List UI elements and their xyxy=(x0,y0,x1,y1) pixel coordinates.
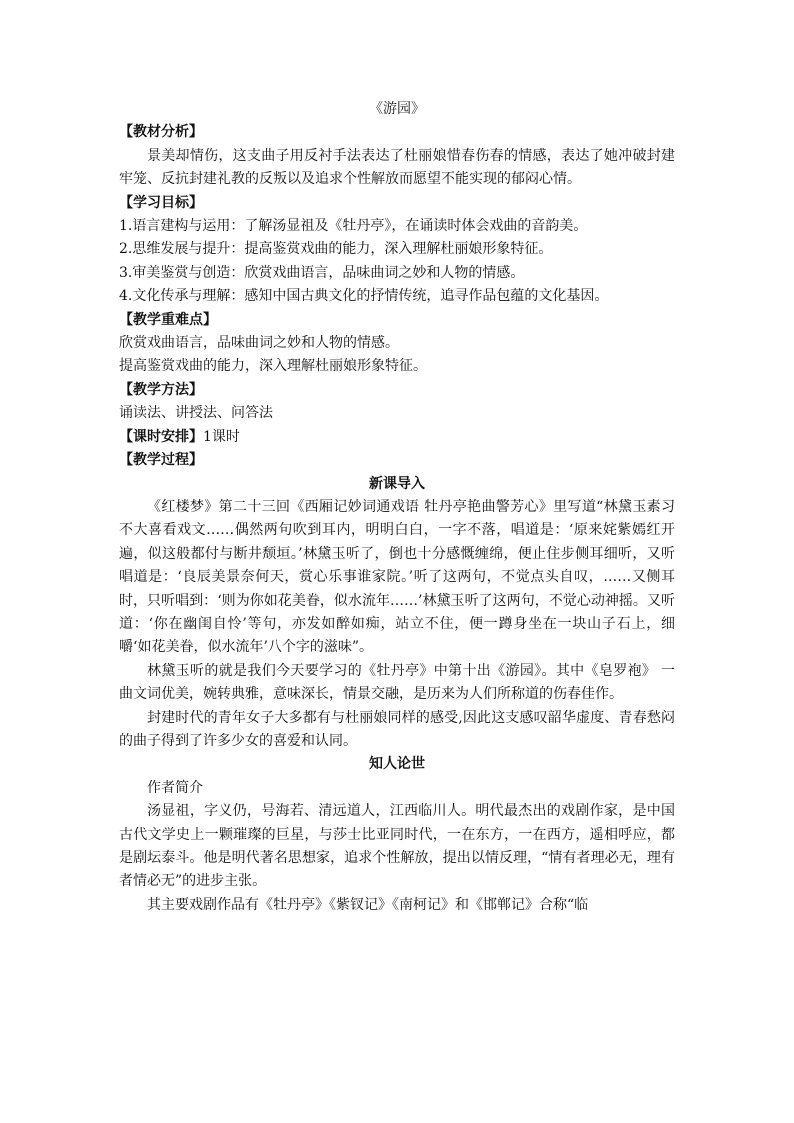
subheading-intro: 新课导入 xyxy=(369,475,425,492)
goal-item: 2.思维发展与提升：提高鉴赏戏曲的能力，深入理解杜丽娘形象特征。 xyxy=(119,241,553,258)
goal-item: 1.语言建构与运用：了解汤显祖及《牡丹亭》，在诵读时体会戏曲的音韵美。 xyxy=(119,218,588,235)
author-label: 作者简介 xyxy=(147,779,203,796)
section-heading-method: 【教学方法】 xyxy=(119,381,203,398)
section-heading-analysis: 【教材分析】 xyxy=(119,124,203,141)
intro-paragraph: 封建时代的青年女子大多都有与杜丽娘同样的感受,因此这支感叹韶华虚度、青春愁闷的曲子得到了许多少女的喜爱和认同。 xyxy=(119,709,675,749)
key-point-item: 欣赏戏曲语言，品味曲词之妙和人物的情感。 xyxy=(119,335,399,352)
subheading-author: 知人论世 xyxy=(369,756,425,773)
intro-paragraph: 林黛玉听的就是我们今天要学习的《牡丹亭》中第十出《游园》。其中《皂罗袍》 一曲文词优美，婉转典雅，意味深长，情景交融，是历来为人们所称道的伤春佳作。 xyxy=(119,662,675,703)
section-heading-schedule: 【课时安排】 xyxy=(119,428,203,445)
section-heading-key-points: 【教学重难点】 xyxy=(119,311,217,328)
author-paragraph: 汤显祖，字义仍，号海若、清远道人，江西临川人。明代最杰出的戏剧作家，是中国古代文学史上一颗璀璨的巨星，与莎士比亚同时代，一在东方，一在西方，遥相呼应，都是剧坛泰斗。他是明代著名思想家，追求个性解放，提出以情反理，“情有者理必无，理有者情必无”的进步主张。 xyxy=(119,803,675,890)
method-text: 诵读法、讲授法、问答法 xyxy=(119,405,273,422)
section-heading-process: 【教学过程】 xyxy=(119,452,203,469)
intro-paragraph: 《红楼梦》第二十三回《西厢记妙词通戏语 牡丹亭艳曲警芳心》里写道“林黛玉素习不大喜看戏文……偶然两句吹到耳内，明明白白，一字不落，唱道是：‘原来姹紫嫣红开遍，似这般都付与断井颓垣。’林黛玉听了，倒也十分感慨缠绵，便止住步侧耳细听，又听唱道是：‘良辰美景奈何天，赏心乐事谁家院。’听了这两句，不觉点头自叹，……又侧耳时，只听唱到：‘则为你如花美眷，似水流年……’林黛玉听了这两句，不觉心动神摇。又听道：‘你在幽闺自怜’等句，亦发如醉如痴，站立不住，便一蹲身坐在一块山子石上，细嚼‘如花美眷，似水流年’八个字的滋味”。 xyxy=(119,498,675,656)
analysis-paragraph: 景美却情伤，这支曲子用反衬手法表达了杜丽娘惜春伤春的情感，表达了她冲破封建牢笼、反抗封建礼教的反叛以及追求个性解放而愿望不能实现的郁闷心情。 xyxy=(119,147,675,188)
document-body xyxy=(119,98,675,917)
goal-item: 4.文化传承与理解：感知中国古典文化的抒情传统，追寻作品包蕴的文化基因。 xyxy=(119,288,609,305)
section-heading-goals: 【学习目标】 xyxy=(119,194,203,211)
schedule-text: 1课时 xyxy=(203,428,240,445)
author-paragraph: 其主要戏剧作品有《牡丹亭》《紫钗记》《南柯记》和《邯郸记》合称“临 xyxy=(147,896,589,913)
schedule-line xyxy=(119,426,675,449)
goal-item: 3.审美鉴赏与创造：欣赏戏曲语言，品味曲词之妙和人物的情感。 xyxy=(119,264,525,281)
key-point-item: 提高鉴赏戏曲的能力，深入理解杜丽娘形象特征。 xyxy=(119,358,427,375)
document-title: 《游园》 xyxy=(369,101,425,117)
